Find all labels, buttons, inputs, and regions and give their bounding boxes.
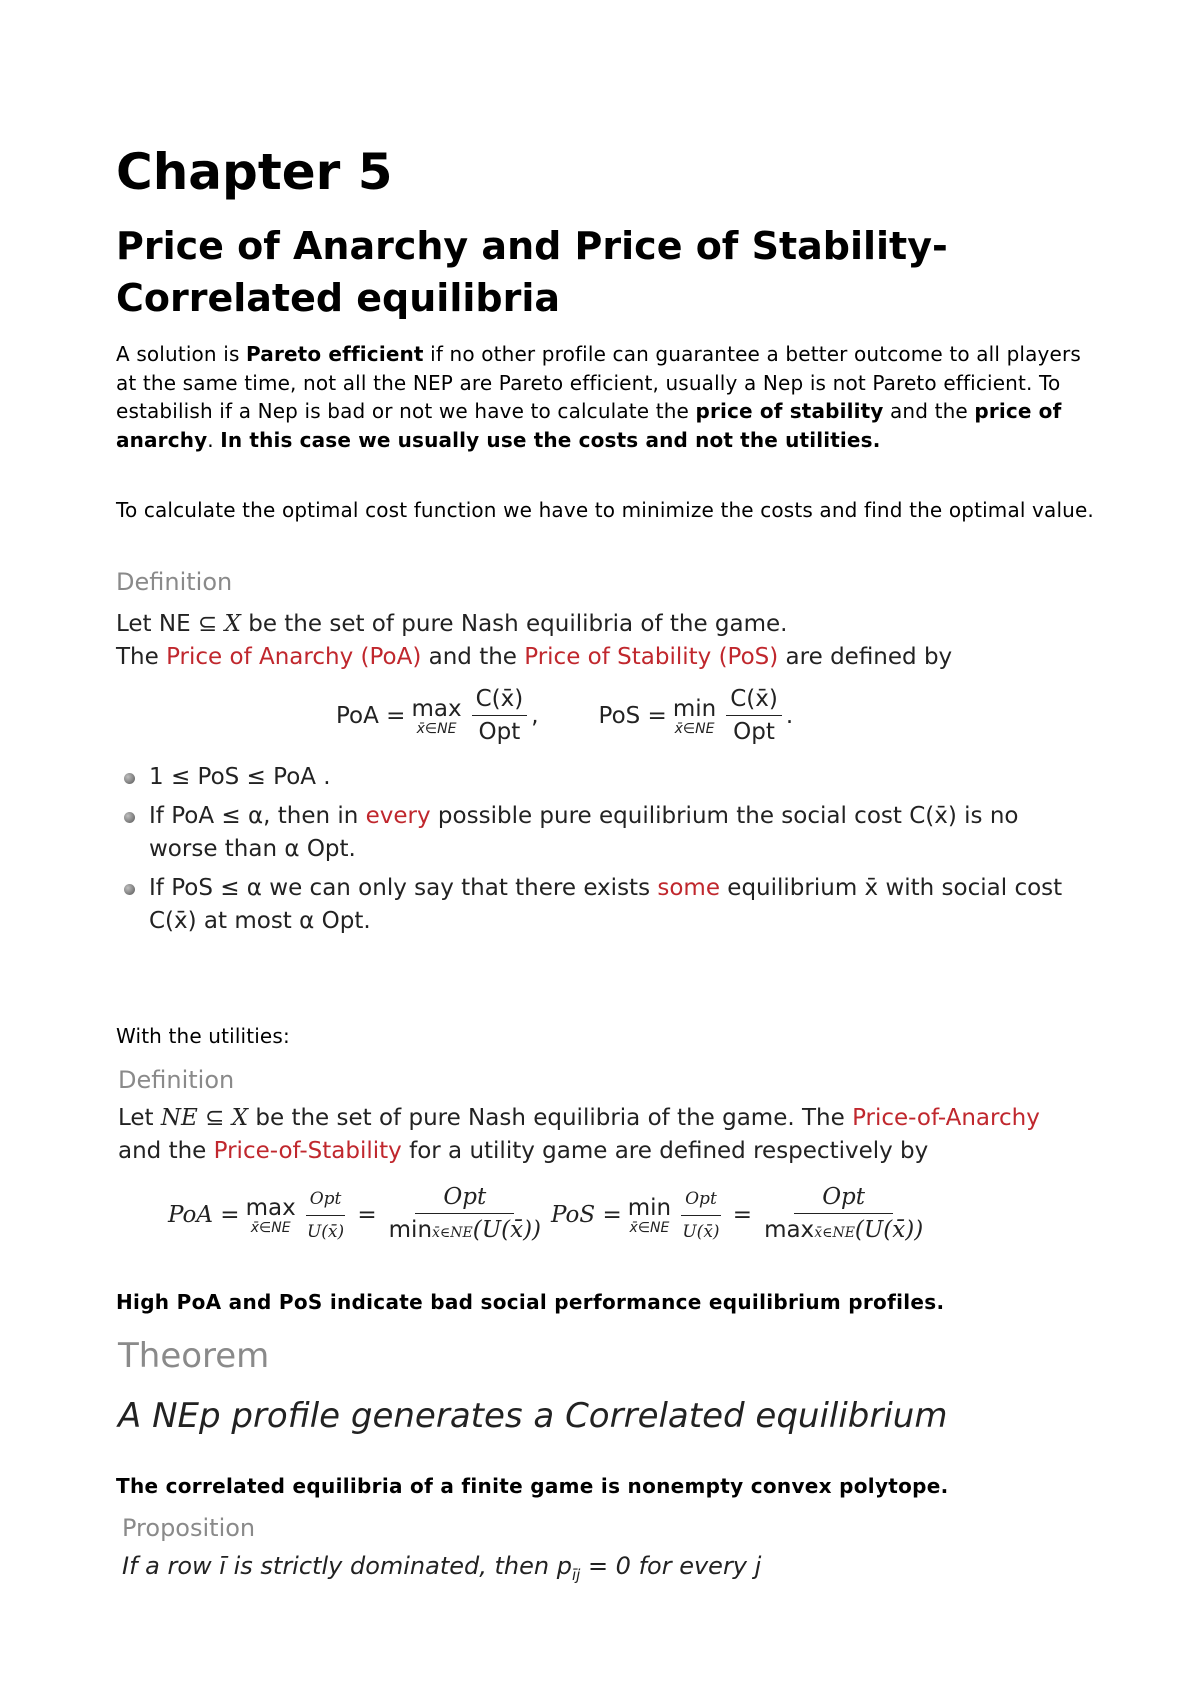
definition-line: and the Price-of-Stability for a utility game are defined respectively by — [118, 1138, 929, 1164]
bullet-icon — [124, 884, 135, 895]
theorem-title: Theorem — [118, 1336, 270, 1376]
definition-line: The Price of Anarchy (PoA) and the Price of Stability (PoS) are defined by — [116, 644, 953, 670]
chapter-title: Chapter 5 — [116, 143, 393, 201]
definition-block-utility — [118, 1066, 1078, 1248]
with-utilities-text: With the utilities: — [116, 1024, 290, 1048]
poa-pos-cost-formula: PoA = max x̄∈NE $\frac{C(x̄)}{\text{Opt}}$ , PoS = min x̄∈NE $\frac{C(x̄)}{\text{Opt}}$ . — [336, 686, 794, 745]
definition-block-cost — [116, 568, 1076, 954]
properties-list — [116, 761, 1076, 938]
intro-paragraph: A solution is Pareto efficient if no other profile can guarantee a better outcome to all players at the same time, not all the NEP are Pareto efficient, usually a Nep is not Pareto efficient. To estabilish if a Nep is bad or not we have to calculate the price of stability and the price of anarchy. In this case we usually use the costs and not the utilities. — [116, 342, 1081, 452]
definition-line: Let NE ⊆ X be the set of pure Nash equilibria of the game. The Price-of-Anarchy — [118, 1105, 1040, 1131]
proposition-title: Proposition — [122, 1514, 256, 1542]
section-title: Price of Anarchy and Price of Stability-Correlated equilibria — [116, 224, 948, 320]
high-poa-pos-note: High PoA and PoS indicate bad social performance equilibrium profiles. — [116, 1290, 945, 1314]
bullet-icon — [124, 773, 135, 784]
list-item: 1 ≤ PoS ≤ PoA . — [116, 761, 1076, 794]
definition-line: Let NE ⊆ X be the set of pure Nash equilibria of the game. — [116, 611, 788, 637]
definition-title: Definition — [118, 1066, 235, 1094]
bullet-icon — [124, 812, 135, 823]
correlated-equilibria-note: The correlated equilibria of a finite game is nonempty convex polytope. — [116, 1474, 949, 1498]
proposition-body: If a row ī is strictly dominated, then $p_{īj} = 0$ for every j — [122, 1552, 762, 1584]
list-item: If PoA ≤ α, then in every possible pure equilibrium the social cost C(x̄) is no worse than α Opt. — [116, 800, 1076, 866]
poa-pos-utility-formula: PoA = max x̄∈NE $\frac{\text{Opt}}{U(x̄)}$ = $\frac{\text{Opt}}{\min x̄\in NE(U(x̄))}$ PoS = min x̄∈NE $\frac{\text{Opt}}{U(x̄)}$ = $\frac{\text{Opt}}{\max x̄\in NE(U(x̄))}$ — [168, 1184, 924, 1243]
optimal-cost-paragraph: To calculate the optimal cost function we have to minimize the costs and find the optimal value. — [116, 498, 1094, 522]
theorem-body: A NEp profile generates a Correlated equilibrium — [118, 1396, 948, 1436]
definition-title: Definition — [116, 568, 233, 596]
list-item: If PoS ≤ α we can only say that there exists some equilibrium x̄ with social cost C(x̄) at most α Opt. — [116, 872, 1076, 938]
